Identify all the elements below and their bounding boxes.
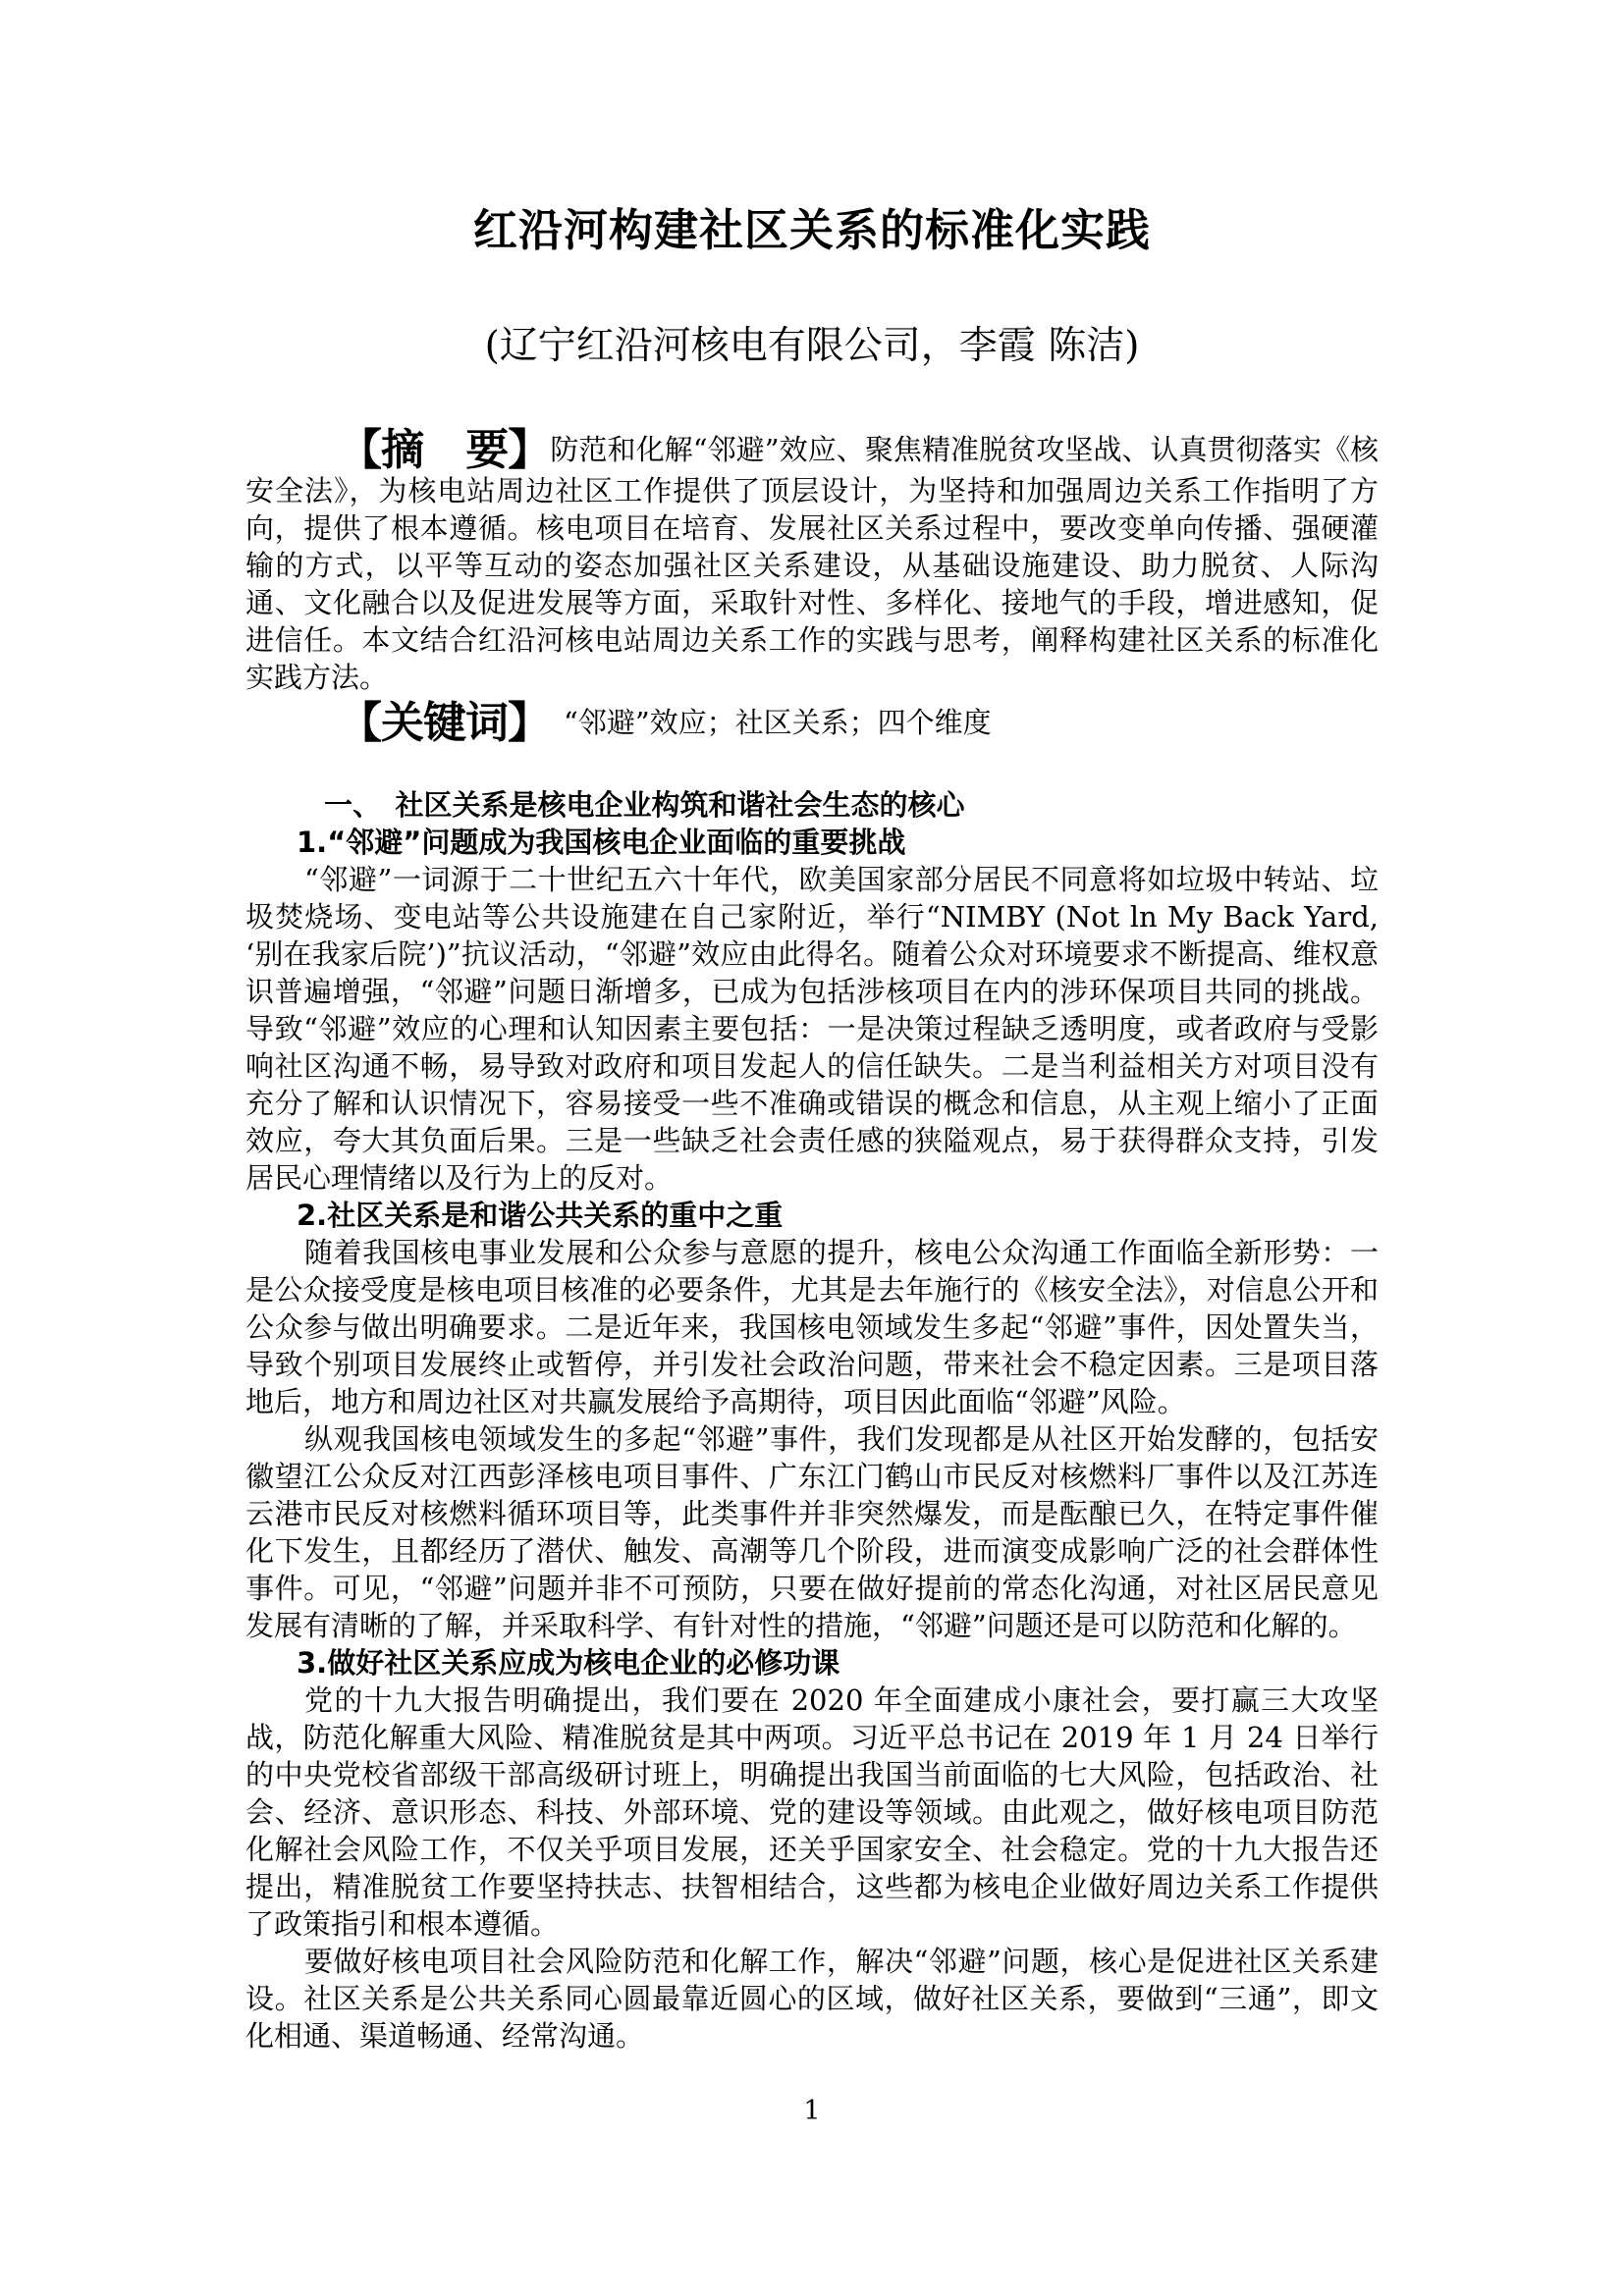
author-line: (辽宁红沿河核电有限公司，李霞 陈洁) [484,324,1140,368]
subsection-heading-1-3: 3.做好社区关系应成为核电企业的必修功课 [297,1646,840,1680]
page-number: 1 [803,2096,821,2126]
body-paragraph-4: 党的十九大报告明确提出，我们要在 2020 年全面建成小康社会，要打赢三大攻坚战，防范化解重大风险、精准脱贫是其中两项。习近平总书记在 2019 年 1 月 24 日举行的中央党校省部级干部高级研讨班上，明确提出我国当前面临的七大风险，包括政治、社会、经济、意识形态、科技、外部环境、党的建设等领域。由此观之，做好核电项目防范化解社会风险工作，不仅关乎项目发展，还关乎国家安全、社会稳定。党的十九大报告还提出，精准脱贫工作要坚持扶志、扶智相结合，这些都为核电企业做好周边关系工作提供了政策指引和根本遵循。 [245,1683,1379,1941]
keywords-line [245,696,1379,749]
abstract-paragraph [245,425,1380,696]
abstract-text: 防范和化解“邻避”效应、聚焦精准脱贫攻坚战、认真贯彻落实《核安全法》，为核电站周边社区工作提供了顶层设计，为坚持和加强周边关系工作指明了方向，提供了根本遵循。核电项目在培育、发展社区关系过程中，要改变单向传播、强硬灌输的方式，以平等互动的姿态加强社区关系建设，从基础设施建设、助力脱贫、人际沟通、文化融合以及促进发展等方面，采取针对性、多样化、接地气的手段，增进感知，促进信任。本文结合红沿河核电站周边关系工作的实践与思考，阐释构建社区关系的标准化实践方法。 [245,433,1380,694]
subsection-heading-1-2: 2.社区关系是和谐公共关系的重中之重 [297,1199,784,1232]
body-paragraph-1: “邻避”一词源于二十世纪五六十年代，欧美国家部分居民不同意将如垃圾中转站、垃圾焚烧场、变电站等公共设施建在自己家附近，举行“NIMBY (Not ln My Back Yard, ‘别在我家后院’)”抗议活动，“邻避”效应由此得名。随着公众对环境要求不断提高、维权意识普遍增强，“邻避”问题日渐增多，已成为包括涉核项目在内的涉环保项目共同的挑战。导致“邻避”效应的心理和认知因素主要包括：一是决策过程缺乏透明度，或者政府与受影响社区沟通不畅，易导致对政府和项目发起人的信任缺失。二是当利益相关方对项目没有充分了解和认识情况下，容易接受一些不准确或错误的概念和信息，从主观上缩小了正面效应，夸大其负面后果。三是一些缺乏社会责任感的狭隘观点，易于获得群众支持，引发居民心理情绪以及行为上的反对。 [245,863,1379,1195]
body-paragraph-3: 纵观我国核电领域发生的多起“邻避”事件，我们发现都是从社区开始发酵的，包括安徽望江公众反对江西彭泽核电项目事件、广东江门鹤山市民反对核燃料厂事件以及江苏连云港市民反对核燃料循环项目等，此类事件并非突然爆发，而是酝酿已久，在特定事件催化下发生，且都经历了潜伏、触发、高潮等几个阶段，进而演变成影响广泛的社会群体性事件。可见，“邻避”问题并非不可预防，只要在做好提前的常态化沟通，对社区居民意见发展有清晰的了解，并采取科学、有针对性的措施，“邻避”问题还是可以防范和化解的。 [245,1422,1379,1642]
paper-title: 红沿河构建社区关系的标准化实践 [472,204,1151,256]
body-text [245,786,1379,2055]
body-paragraph-2: 随着我国核电事业发展和公众参与意愿的提升，核电公众沟通工作面临全新形势：一是公众接受度是核电项目核准的必要条件，尤其是去年施行的《核安全法》，对信息公开和公众参与做出明确要求。二是近年来，我国核电领域发生多起“邻避”事件，因处置失当，导致个别项目发展终止或暂停，并引发社会政治问题，带来社会不稳定因素。三是项目落地后，地方和周边社区对共赢发展给予高期待，项目因此面临“邻避”风险。 [245,1236,1379,1418]
section-heading-1: 一、 社区关系是核电企业构筑和谐社会生态的核心 [324,788,965,822]
document-content [245,0,1379,2055]
body-paragraph-5: 要做好核电项目社会风险防范和化解工作，解决“邻避”问题，核心是促进社区关系建设。社区关系是公共关系同心圆最靠近圆心的区域，做好社区关系，要做到“三通”，即文化相通、渠道畅通、经常沟通。 [245,1945,1379,2053]
keywords-text: “邻避”效应；社区关系；四个维度 [564,706,992,739]
abstract-label: 【摘 要】 [339,425,551,475]
keywords-label: 【关键词】 [339,698,550,748]
subsection-heading-1-1: 1.“邻避”问题成为我国核电企业面临的重要挑战 [297,826,906,859]
